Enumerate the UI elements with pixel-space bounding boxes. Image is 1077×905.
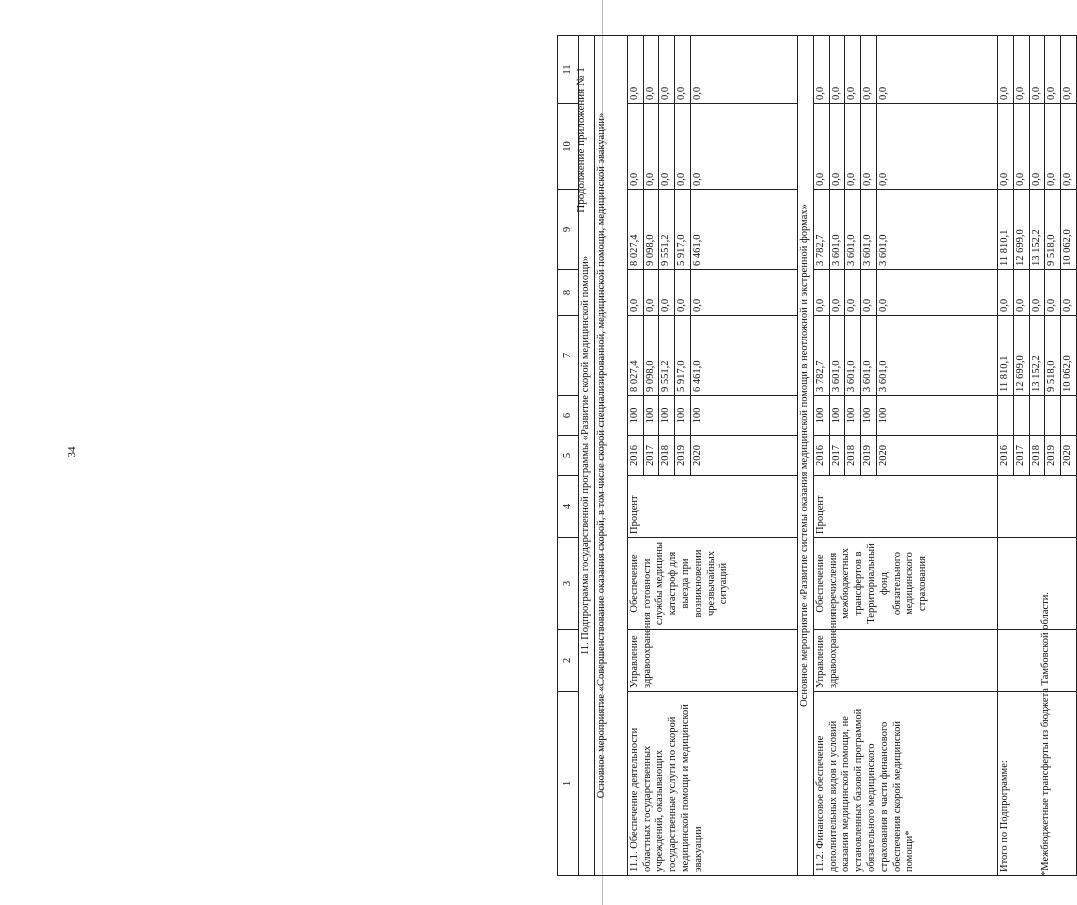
amount-cell: 0,0 xyxy=(829,104,845,190)
year-cell: 2020 xyxy=(1061,436,1077,476)
column-number: 10 xyxy=(558,104,579,190)
value-cell: 100 xyxy=(643,396,659,436)
amount-cell: 0,0 xyxy=(813,270,829,316)
year-cell: 2016 xyxy=(627,436,643,476)
year-cell: 2018 xyxy=(659,436,675,476)
amount-cell: 0,0 xyxy=(876,270,997,316)
amount-cell: 0,0 xyxy=(675,104,691,190)
year-cell: 2016 xyxy=(997,436,1013,476)
year-cell: 2017 xyxy=(643,436,659,476)
year-cell: 2019 xyxy=(861,436,877,476)
amount-cell: 8 027,4 xyxy=(627,316,643,396)
column-number: 7 xyxy=(558,316,579,396)
amount-cell: 3 601,0 xyxy=(876,316,997,396)
amount-cell: 5 917,0 xyxy=(675,316,691,396)
year-cell: 2016 xyxy=(813,436,829,476)
amount-cell: 0,0 xyxy=(876,36,997,104)
activity-1-unit: Процент xyxy=(627,476,797,538)
amount-cell: 0,0 xyxy=(1013,270,1029,316)
amount-cell: 0,0 xyxy=(845,270,861,316)
activity-2-unit: Процент xyxy=(813,476,997,538)
amount-cell: 13 152,2 xyxy=(1029,190,1045,270)
amount-cell: 0,0 xyxy=(1029,104,1045,190)
year-cell: 2020 xyxy=(690,436,797,476)
amount-cell: 0,0 xyxy=(845,104,861,190)
amount-cell: 6 461,0 xyxy=(690,316,797,396)
activity-1-title: Основное мероприятие «Совершенствование оказания скорой, в том числе скорой специализированной, медицинской помощи, медицинской эвакуации» xyxy=(594,36,627,876)
amount-cell: 0,0 xyxy=(659,36,675,104)
appendix-label: Продолжение приложения № 1 xyxy=(575,67,587,213)
empty-cell xyxy=(997,396,1013,436)
year-cell: 2017 xyxy=(829,436,845,476)
amount-cell: 0,0 xyxy=(643,270,659,316)
year-cell: 2017 xyxy=(1013,436,1029,476)
amount-cell: 0,0 xyxy=(1061,104,1077,190)
amount-cell: 3 601,0 xyxy=(861,316,877,396)
value-cell: 100 xyxy=(861,396,877,436)
column-number: 9 xyxy=(558,190,579,270)
subprogram-title: 11. Подпрограмма государственной программы «Развитие скорой медицинской помощи» xyxy=(579,36,595,876)
budget-table xyxy=(557,35,1077,876)
amount-cell: 0,0 xyxy=(845,36,861,104)
table-row xyxy=(627,36,643,876)
total-empty-cell xyxy=(997,476,1076,538)
amount-cell: 10 062,0 xyxy=(1061,316,1077,396)
amount-cell: 0,0 xyxy=(1045,104,1061,190)
activity-1-name: 11.1. Обеспечение деятельности областных государственных учреждений, оказывающих государственные услуги по скорой медицинской помощи и медицинской эвакуации xyxy=(627,692,797,876)
amount-cell: 0,0 xyxy=(1029,270,1045,316)
total-row xyxy=(997,36,1013,876)
value-cell: 100 xyxy=(675,396,691,436)
activity-2-name: 11.2. Финансовое обеспечение дополнительных видов и условий оказания медицинской помощи, не установленных базовой программой обязательного медицинского страхования в части финансового обеспечения скорой медицинской помощи* xyxy=(813,692,997,876)
amount-cell: 0,0 xyxy=(643,36,659,104)
year-cell: 2018 xyxy=(845,436,861,476)
amount-cell: 0,0 xyxy=(659,270,675,316)
activity-1-executor: Управление здравоохранения xyxy=(627,630,797,692)
column-number-row xyxy=(558,36,579,876)
amount-cell: 0,0 xyxy=(861,36,877,104)
amount-cell: 13 152,2 xyxy=(1029,316,1045,396)
amount-cell: 3 601,0 xyxy=(829,190,845,270)
amount-cell: 0,0 xyxy=(861,270,877,316)
year-cell: 2019 xyxy=(1045,436,1061,476)
amount-cell: 8 027,4 xyxy=(627,190,643,270)
amount-cell: 3 601,0 xyxy=(829,316,845,396)
value-cell: 100 xyxy=(690,396,797,436)
amount-cell: 0,0 xyxy=(1045,270,1061,316)
amount-cell: 3 601,0 xyxy=(876,190,997,270)
value-cell: 100 xyxy=(829,396,845,436)
amount-cell: 0,0 xyxy=(1013,104,1029,190)
table-row xyxy=(813,36,829,876)
total-label: Итого по Подпрограмме: xyxy=(997,692,1076,876)
amount-cell: 5 917,0 xyxy=(675,190,691,270)
amount-cell: 0,0 xyxy=(690,104,797,190)
year-cell: 2019 xyxy=(675,436,691,476)
activity-title-row xyxy=(594,36,627,876)
total-empty-cell xyxy=(997,630,1076,692)
column-number: 3 xyxy=(558,538,579,630)
amount-cell: 12 699,0 xyxy=(1013,190,1029,270)
amount-cell: 0,0 xyxy=(829,36,845,104)
amount-cell: 3 601,0 xyxy=(861,190,877,270)
activity-2-title: Основное мероприятие «Развитие системы оказания медицинской помощи в неотложной и экстренной формах» xyxy=(797,36,813,876)
amount-cell: 0,0 xyxy=(997,104,1013,190)
column-number: 11 xyxy=(558,36,579,104)
amount-cell: 0,0 xyxy=(813,104,829,190)
amount-cell: 0,0 xyxy=(690,36,797,104)
amount-cell: 0,0 xyxy=(1061,270,1077,316)
amount-cell: 9 518,0 xyxy=(1045,316,1061,396)
amount-cell: 0,0 xyxy=(627,104,643,190)
amount-cell: 0,0 xyxy=(813,36,829,104)
activity-title-row xyxy=(797,36,813,876)
column-number: 2 xyxy=(558,630,579,692)
column-number: 8 xyxy=(558,270,579,316)
activity-1-indicator: Обеспечение готовности службы медицины катастроф для выезда при возникновении чрезвычайных ситуаций xyxy=(627,538,797,630)
amount-cell: 0,0 xyxy=(627,36,643,104)
activity-2-executor: Управление здравоохранения xyxy=(813,630,997,692)
column-number: 4 xyxy=(558,476,579,538)
page-number: 34 xyxy=(66,446,78,458)
empty-cell xyxy=(1061,396,1077,436)
empty-cell xyxy=(1029,396,1045,436)
value-cell: 100 xyxy=(876,396,997,436)
subprogram-row xyxy=(579,36,595,876)
amount-cell: 0,0 xyxy=(1045,36,1061,104)
amount-cell: 9 551,2 xyxy=(659,316,675,396)
amount-cell: 11 810,1 xyxy=(997,190,1013,270)
amount-cell: 0,0 xyxy=(1061,36,1077,104)
year-cell: 2018 xyxy=(1029,436,1045,476)
amount-cell: 3 782,7 xyxy=(813,190,829,270)
empty-cell xyxy=(1045,396,1061,436)
footnote: *Межбюджетные трансферты из бюджета Тамбовской области. xyxy=(1040,592,1051,876)
value-cell: 100 xyxy=(845,396,861,436)
amount-cell: 6 461,0 xyxy=(690,190,797,270)
total-empty-cell xyxy=(997,538,1076,630)
amount-cell: 0,0 xyxy=(1029,36,1045,104)
value-cell: 100 xyxy=(659,396,675,436)
amount-cell: 0,0 xyxy=(627,270,643,316)
amount-cell: 0,0 xyxy=(861,104,877,190)
amount-cell: 9 518,0 xyxy=(1045,190,1061,270)
value-cell: 100 xyxy=(627,396,643,436)
amount-cell: 0,0 xyxy=(659,104,675,190)
amount-cell: 10 062,0 xyxy=(1061,190,1077,270)
amount-cell: 3 601,0 xyxy=(845,316,861,396)
amount-cell: 0,0 xyxy=(997,270,1013,316)
amount-cell: 0,0 xyxy=(876,104,997,190)
column-number: 1 xyxy=(558,692,579,876)
amount-cell: 0,0 xyxy=(1013,36,1029,104)
value-cell: 100 xyxy=(813,396,829,436)
amount-cell: 0,0 xyxy=(675,270,691,316)
amount-cell: 12 699,0 xyxy=(1013,316,1029,396)
amount-cell: 0,0 xyxy=(829,270,845,316)
amount-cell: 0,0 xyxy=(690,270,797,316)
empty-cell xyxy=(1013,396,1029,436)
amount-cell: 9 551,2 xyxy=(659,190,675,270)
rotated-table-frame xyxy=(557,36,1074,876)
column-number: 6 xyxy=(558,396,579,436)
amount-cell: 11 810,1 xyxy=(997,316,1013,396)
amount-cell: 3 601,0 xyxy=(845,190,861,270)
column-number: 5 xyxy=(558,436,579,476)
amount-cell: 3 782,7 xyxy=(813,316,829,396)
amount-cell: 0,0 xyxy=(643,104,659,190)
amount-cell: 0,0 xyxy=(675,36,691,104)
amount-cell: 9 098,0 xyxy=(643,190,659,270)
activity-2-indicator: Обеспечение перечисления межбюджетных трансфертов в Территориальный фонд обязательного медицинского страхования xyxy=(813,538,997,630)
amount-cell: 9 098,0 xyxy=(643,316,659,396)
year-cell: 2020 xyxy=(876,436,997,476)
amount-cell: 0,0 xyxy=(997,36,1013,104)
